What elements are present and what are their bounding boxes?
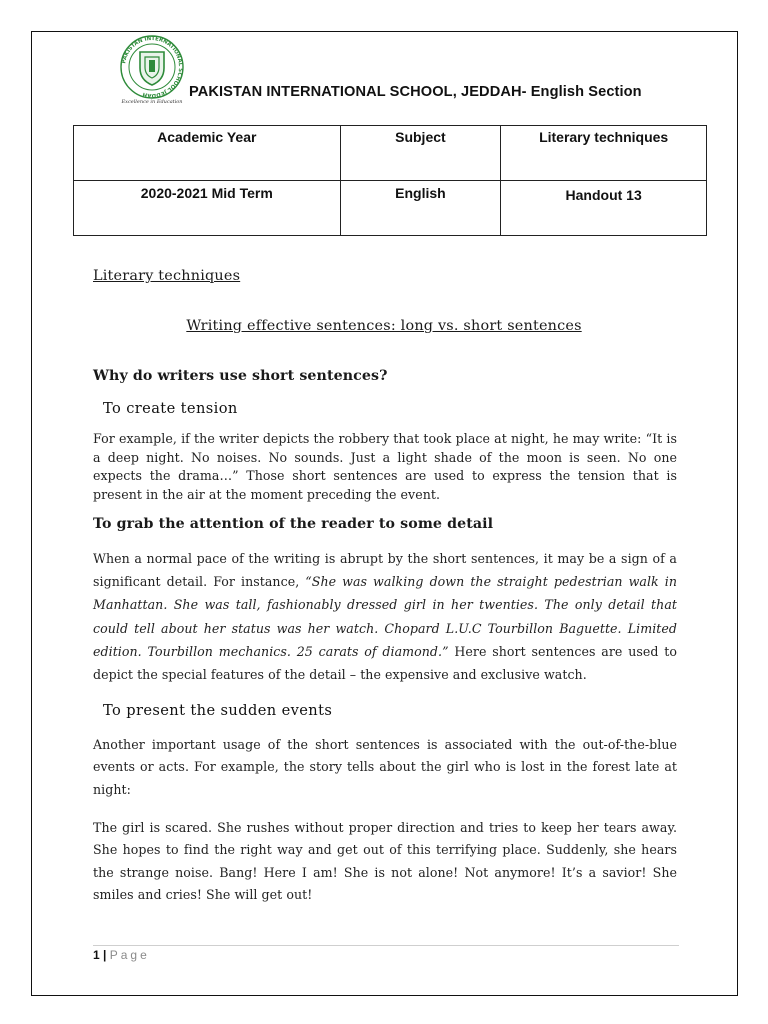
page-number: 1 (93, 948, 100, 962)
paragraph-attention-outro: Here short sentences are used to depict the special features of the detail – the expensive and exclusive watch. (93, 643, 677, 683)
section-heading-tension: To create tension (103, 400, 238, 417)
paragraph-story-example: The girl is scared. She rushes without proper direction and tries to keep her tears away. She hopes to find the right way and get out of this terrifying place. Suddenly, she hears the strange noise. Bang! Here I am! She is not alone! Not anymore! It’s a savior! She smiles and cries! She will get out! (93, 820, 677, 903)
paragraph-attention-intro: When a normal pace of the writing is abrupt by the short sentences, it may be a sign of a significant detail. For instance, (93, 551, 677, 590)
svg-text:Excellence in Education: Excellence in Education (121, 99, 183, 104)
school-crest-icon (114, 34, 190, 104)
footer-divider (93, 945, 679, 946)
section-heading-attention: To grab the attention of the reader to some detail (93, 516, 494, 532)
school-name: PAKISTAN INTERNATIONAL SCHOOL, JEDDAH- English Section (189, 84, 642, 100)
question-heading: Why do writers use short sentences? (93, 368, 388, 384)
page-label: Page (109, 948, 150, 962)
footer-separator: | (103, 948, 107, 962)
svg-text:PAKISTAN INTERNATIONAL SCHOOL: PAKISTAN INTERNATIONAL SCHOOL JEDDAH (121, 35, 184, 99)
table-header-academic-year: Academic Year (74, 126, 341, 181)
table-header-subject: Subject (340, 126, 501, 181)
table-row (74, 181, 707, 236)
table-header-topic: Literary techniques (501, 126, 707, 181)
page-footer (93, 948, 150, 962)
paragraph-sudden-events: Another important usage of the short sentences is associated with the out-of-the-blue events or acts. For example, the story tells about the girl who is lost in the forest late at night: (93, 737, 677, 797)
paragraph-attention-quote: “She was walking down the straight pedestrian walk in Manhattan. She was tall, fashionably dressed girl in her twenties. The only detail that could tell about her status was her watch. Chopard L.U.C Tourbillon Baguette. Limited edition. Tourbillon mechanics. 25 carats of diamond.” (93, 574, 677, 659)
table-cell-handout: Handout 13 (501, 181, 707, 236)
table-cell-academic-year: 2020-2021 Mid Term (74, 181, 341, 236)
table-cell-subject: English (340, 181, 501, 236)
paragraph-tension: For example, if the writer depicts the robbery that took place at night, he may write: “It is a deep night. No noises. No sounds. Just a light shade of the moon is seen. No one expects the drama…” Those short sentences are used to express the tension that is present in the air at the moment preceding the event. (93, 431, 677, 502)
info-table (73, 125, 707, 236)
section-heading-sudden-events: To present the sudden events (103, 702, 333, 719)
document-title: Literary techniques (93, 268, 241, 284)
document-subtitle: Writing effective sentences: long vs. short sentences (186, 318, 582, 334)
table-row (74, 126, 707, 181)
paragraph-attention (93, 547, 677, 686)
